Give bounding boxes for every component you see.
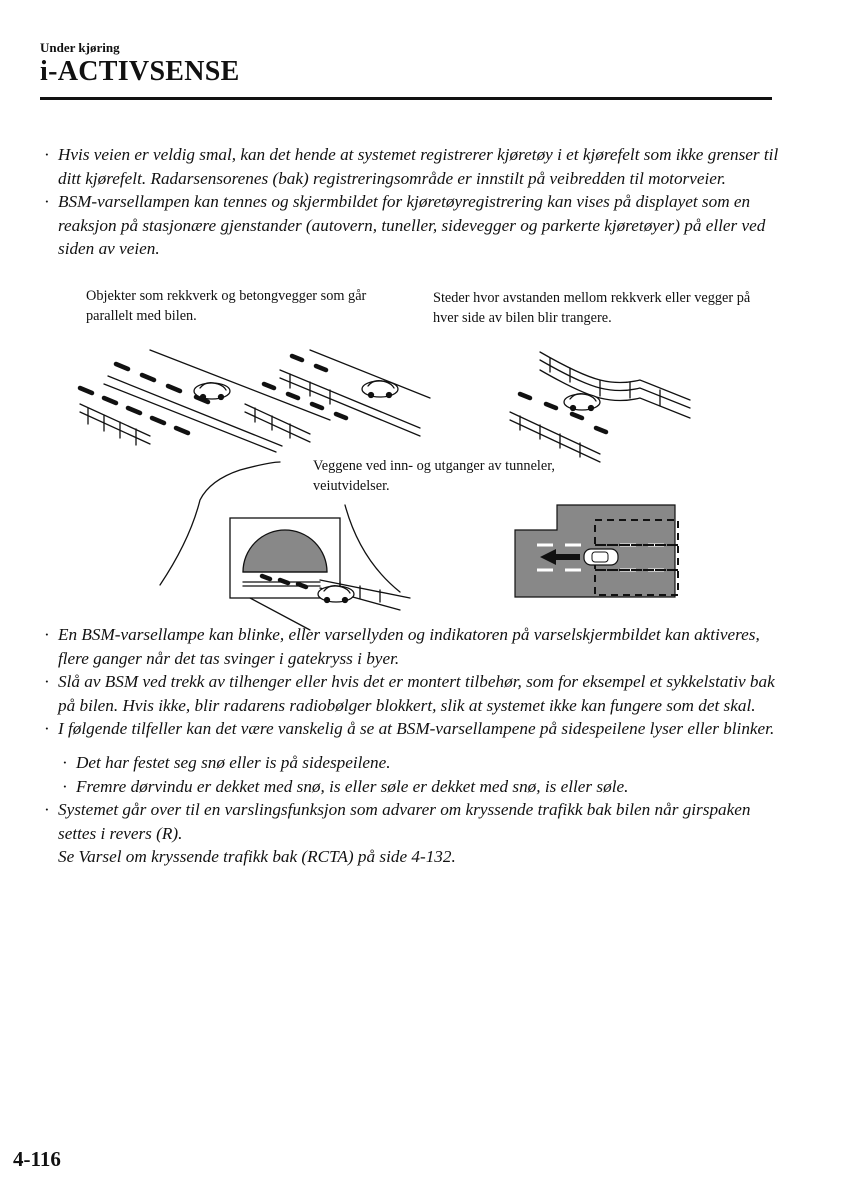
bullet-rcta <box>40 798 780 869</box>
bullet-stationary-objects: · BSM-varsellampen kan tennes og skjermbildet for kjøretøyregistrering kan vises på displayet som en reaksjon på stasjonære gjenstander (autovern, tuneller, sidevegger og parkerte kjøretøyer) på eller ved siden av veien. <box>40 190 780 261</box>
sub-bullet-list <box>40 751 780 798</box>
road-guardrail-scene-2 <box>245 350 430 442</box>
car-icon <box>584 549 618 565</box>
section-label: Under kjøring <box>40 40 120 55</box>
sub-bullet-window-covered: · Fremre dørvindu er dekket med snø, is eller søle er dekket med snø, is eller søle. <box>40 775 780 799</box>
car-icon <box>194 383 230 400</box>
bullet-hard-to-see: · I følgende tilfeller kan det være vanskelig å se at BSM-varsellampene på sidespeilene lyser eller blinker. <box>40 717 780 741</box>
bullet-trailer: · Slå av BSM ved trekk av tilhenger eller hvis det er montert tilbehør, som for eksempel et sykkelstativ bak på bilen. Hvis ikke, blir radarens radiobølger blokkert, slik at systemet ikke kan fungere som det skal. <box>40 670 780 717</box>
car-icon <box>362 381 398 398</box>
caption-parallel-objects: Objekter som rekkverk og betongvegger som går parallelt med bilen. <box>86 288 367 324</box>
bottom-bullet-list <box>40 623 780 869</box>
road-widening-scene <box>515 505 678 597</box>
tunnel-scene <box>160 462 410 630</box>
bullet-narrow-road: · Hvis veien er veldig smal, kan det hende at systemet registrerer kjøretøy i et kjørefelt som ikke grenser til ditt kjørefelt. Radarsensorenes (bak) registreringsområde er innstilt på veibredden til motorveier. <box>40 143 780 190</box>
page-number: 4-116 <box>13 1147 61 1171</box>
sub-bullet-snow-mirrors: · Det har festet seg snø eller is på sidespeilene. <box>40 751 780 775</box>
road-narrowing-scene <box>510 352 690 462</box>
page-title: i-ACTIVSENSE <box>40 56 240 87</box>
caption-narrowing: Steder hvor avstanden mellom rekkverk eller vegger på hver side av bilen blir trangere. <box>433 290 751 326</box>
road-guardrail-scene-1 <box>80 350 330 452</box>
bullet-rcta-text: Systemet går over til en varslingsfunksjon som advarer om kryssende trafikk bak bilen når girspaken settes i revers (R). <box>58 800 751 843</box>
car-icon <box>564 394 600 411</box>
rcta-reference: Se Varsel om kryssende trafikk bak (RCTA) på side 4-132. <box>58 847 456 867</box>
bullet-intersections: · En BSM-varsellampe kan blinke, eller varsellyden og indikatoren på varselskjermbildet kan aktiveres, flere ganger når det tas svinger i gatekryss i byer. <box>40 623 780 670</box>
caption-tunnel: Veggene ved inn- og utganger av tunneler, veiutvidelser. <box>313 458 555 494</box>
car-icon <box>318 586 354 603</box>
